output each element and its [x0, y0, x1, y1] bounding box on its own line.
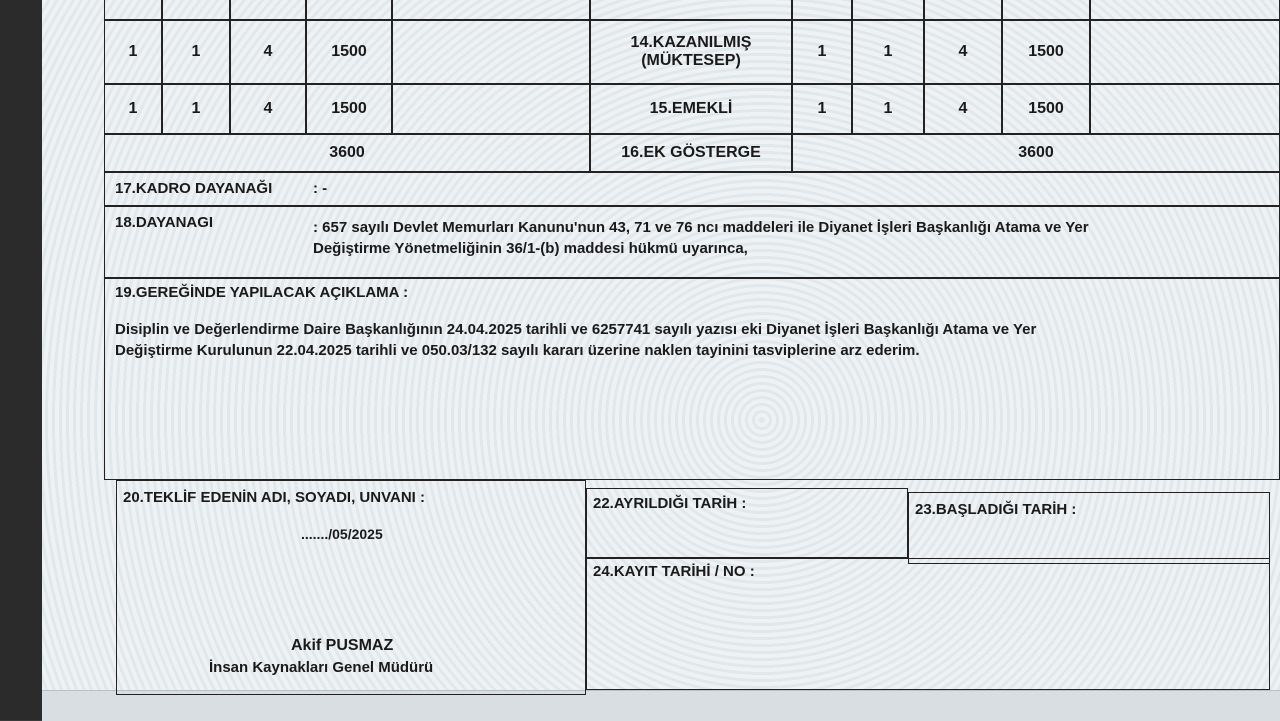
row16-label: 16.EK GÖSTERGE	[590, 134, 792, 172]
row15-left-blank	[392, 84, 590, 134]
row19-cell	[104, 278, 1280, 480]
row14-right-value-4: 1500	[1002, 20, 1090, 84]
row15-left-value-3: 4	[230, 84, 306, 134]
signer-name: Akif PUSMAZ	[291, 637, 394, 654]
row23-cell	[908, 492, 1270, 564]
row22-cell	[586, 488, 908, 558]
row14-label-line2: (MÜKTESEP)	[641, 52, 741, 69]
row13-right-blank	[1090, 0, 1280, 20]
row19-text-line1: Disiplin ve Değerlendirme Daire Başkanlığının 24.04.2025 tarihli ve 6257741 sayılı yazısı eki Diyanet İşleri Başkanlığı Atama ve Yer	[115, 321, 1037, 338]
row19-text-line2: Değiştirme Kurulunun 22.04.2025 tarihli ve 050.03/132 sayılı kararı üzerine naklen tayinini tasviplerine arz ederim.	[115, 342, 920, 359]
row18-text-line2: Değiştirme Yönetmeliğinin 36/1-(b) maddesi hükmü uyarınca,	[313, 240, 748, 257]
row20-date: ......./05/2025	[301, 526, 383, 542]
row13-left-cell-1	[104, 0, 162, 20]
row16-left-value: 3600	[104, 134, 590, 172]
row14-left-value-1: 1	[104, 20, 162, 84]
row19-label: 19.GEREĞİNDE YAPILACAK AÇIKLAMA :	[115, 284, 409, 301]
row13-right-cell-3	[924, 0, 1002, 20]
row15-left-value-4: 1500	[306, 84, 392, 134]
row13-left-cell-2	[162, 0, 230, 20]
row14-right-blank	[1090, 20, 1280, 84]
row14-right-value-1: 1	[792, 20, 852, 84]
signer-title: İnsan Kaynakları Genel Müdürü	[209, 659, 434, 676]
row17-cell	[104, 172, 1280, 206]
row20-cell	[116, 480, 586, 695]
row13-right-cell-4	[1002, 0, 1090, 20]
row24-label: 24.KAYIT TARİHİ / NO :	[593, 563, 755, 580]
row15-left-value-2: 1	[162, 84, 230, 134]
row13-right-cell-1	[792, 0, 852, 20]
row13-left-blank	[392, 0, 590, 20]
row24-cell	[586, 558, 1270, 690]
row14-left-value-3: 4	[230, 20, 306, 84]
row17-label: 17.KADRO DAYANAĞI	[115, 180, 273, 197]
row14-left-blank	[392, 20, 590, 84]
row15-right-blank	[1090, 84, 1280, 134]
row22-label: 22.AYRILDIĞI TARİH :	[593, 495, 747, 512]
row13-label-cell	[590, 0, 792, 20]
row14-right-value-3: 4	[924, 20, 1002, 84]
row15-right-value-4: 1500	[1002, 84, 1090, 134]
row14-label-cell	[590, 20, 792, 84]
row14-right-value-2: 1	[852, 20, 924, 84]
row18-label: 18.DAYANAGI	[115, 214, 214, 231]
monitor-bezel	[0, 0, 42, 720]
row16-right-value: 3600	[792, 134, 1280, 172]
document-form	[60, 0, 1280, 690]
row15-left-value-1: 1	[104, 84, 162, 134]
row18-cell	[104, 206, 1280, 278]
row13-right-cell-2	[852, 0, 924, 20]
row15-right-value-3: 4	[924, 84, 1002, 134]
row17-value: : -	[313, 180, 328, 197]
row14-left-value-4: 1500	[306, 20, 392, 84]
row14-left-value-2: 1	[162, 20, 230, 84]
row20-label: 20.TEKLİF EDENİN ADI, SOYADI, UNVANI :	[123, 489, 425, 506]
row13-left-cell-4	[306, 0, 392, 20]
row15-right-value-1: 1	[792, 84, 852, 134]
row14-label-line1: 14.KAZANILMIŞ	[630, 34, 752, 51]
row18-text-line1: : 657 sayılı Devlet Memurları Kanunu'nun 43, 71 ve 76 ncı maddeleri ile Diyanet İşleri Başkanlığı Atama ve Yer	[313, 219, 1089, 236]
row23-label: 23.BAŞLADIĞI TARİH :	[915, 501, 1077, 518]
row15-label: 15.EMEKLİ	[590, 84, 792, 134]
row13-left-cell-3	[230, 0, 306, 20]
row15-right-value-2: 1	[852, 84, 924, 134]
